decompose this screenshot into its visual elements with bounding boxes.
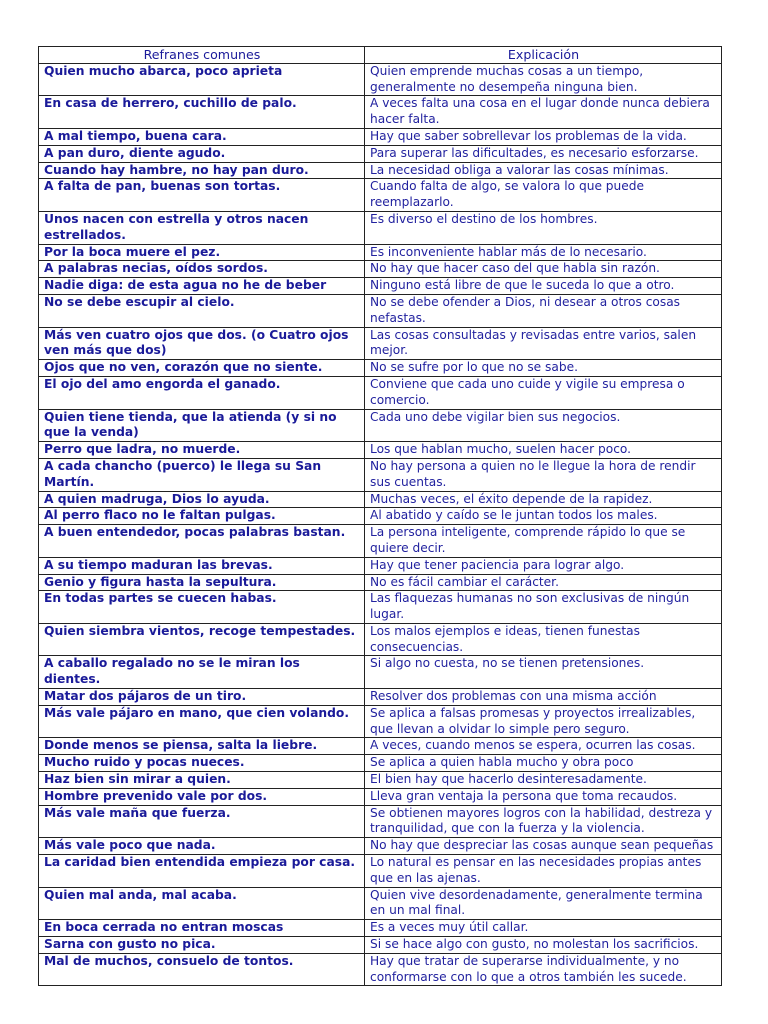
table-row (39, 327, 722, 360)
explanation-cell: Ninguno está libre de que le suceda lo que a otro. (365, 278, 722, 295)
explanation-cell: Lo natural es pensar en las necesidades propias antes que en las ajenas. (365, 855, 722, 888)
header-row (39, 47, 722, 64)
table-row (39, 591, 722, 624)
table-row (39, 623, 722, 656)
proverb-cell: Cuando hay hambre, no hay pan duro. (39, 162, 365, 179)
table-row (39, 557, 722, 574)
explanation-cell: No hay que despreciar las cosas aunque sean pequeñas (365, 838, 722, 855)
explanation-cell: A veces, cuando menos se espera, ocurren las cosas. (365, 738, 722, 755)
table-row (39, 409, 722, 442)
explanation-cell: Hay que saber sobrellevar los problemas de la vida. (365, 128, 722, 145)
table-body (39, 63, 722, 986)
proverb-cell: Quien tiene tienda, que la atienda (y si no que la venda) (39, 409, 365, 442)
table-row (39, 656, 722, 689)
explanation-cell: No hay persona a quien no le llegue la hora de rendir sus cuentas. (365, 458, 722, 491)
proverb-cell: A mal tiempo, buena cara. (39, 128, 365, 145)
proverb-cell: A cada chancho (puerco) le llega su San Martín. (39, 458, 365, 491)
table-row (39, 920, 722, 937)
explanation-cell: Para superar las dificultades, es necesario esforzarse. (365, 145, 722, 162)
explanation-cell: Hay que tratar de superarse individualmente, y no conformarse con lo que a otros también les sucede. (365, 953, 722, 986)
explanation-cell: El bien hay que hacerlo desinteresadamente. (365, 772, 722, 789)
proverbs-table (38, 46, 722, 986)
explanation-cell: Al abatido y caído se le juntan todos los males. (365, 508, 722, 525)
table-row (39, 96, 722, 129)
table-row (39, 805, 722, 838)
explanation-cell: Hay que tener paciencia para lograr algo. (365, 557, 722, 574)
proverb-cell: A falta de pan, buenas son tortas. (39, 179, 365, 212)
explanation-cell: Cada uno debe vigilar bien sus negocios. (365, 409, 722, 442)
explanation-cell: Si algo no cuesta, no se tienen pretensiones. (365, 656, 722, 689)
proverb-cell: Quien mal anda, mal acaba. (39, 887, 365, 920)
table-row (39, 442, 722, 459)
proverb-cell: A su tiempo maduran las brevas. (39, 557, 365, 574)
proverb-cell: Mal de muchos, consuelo de tontos. (39, 953, 365, 986)
table-row (39, 491, 722, 508)
table-row (39, 360, 722, 377)
explanation-cell: Es inconveniente hablar más de lo necesario. (365, 244, 722, 261)
proverb-cell: Más vale pájaro en mano, que cien volando. (39, 705, 365, 738)
proverb-cell: Por la boca muere el pez. (39, 244, 365, 261)
explanation-cell: Las flaquezas humanas no son exclusivas de ningún lugar. (365, 591, 722, 624)
explanation-cell: Muchas veces, el éxito depende de la rapidez. (365, 491, 722, 508)
table-row (39, 162, 722, 179)
header-explicacion: Explicación (365, 47, 722, 64)
proverb-cell: A palabras necias, oídos sordos. (39, 261, 365, 278)
explanation-cell: Si se hace algo con gusto, no molestan los sacrificios. (365, 937, 722, 954)
proverb-cell: Más vale poco que nada. (39, 838, 365, 855)
table-row (39, 838, 722, 855)
header-refranes: Refranes comunes (39, 47, 365, 64)
proverb-cell: Unos nacen con estrella y otros nacen estrellados. (39, 211, 365, 244)
table-row (39, 738, 722, 755)
proverb-cell: Mucho ruido y pocas nueces. (39, 755, 365, 772)
table-row (39, 689, 722, 706)
proverb-cell: A buen entendedor, pocas palabras bastan. (39, 525, 365, 558)
proverb-cell: Genio y figura hasta la sepultura. (39, 574, 365, 591)
proverb-cell: En boca cerrada no entran moscas (39, 920, 365, 937)
proverb-cell: Sarna con gusto no pica. (39, 937, 365, 954)
proverb-cell: No se debe escupir al cielo. (39, 294, 365, 327)
explanation-cell: Los que hablan mucho, suelen hacer poco. (365, 442, 722, 459)
table-row (39, 755, 722, 772)
explanation-cell: No se debe ofender a Dios, ni desear a otros cosas nefastas. (365, 294, 722, 327)
proverb-cell: Ojos que no ven, corazón que no siente. (39, 360, 365, 377)
table-row (39, 705, 722, 738)
explanation-cell: Cuando falta de algo, se valora lo que puede reemplazarlo. (365, 179, 722, 212)
table-row (39, 508, 722, 525)
table-row (39, 574, 722, 591)
explanation-cell: La necesidad obliga a valorar las cosas mínimas. (365, 162, 722, 179)
explanation-cell: No hay que hacer caso del que habla sin razón. (365, 261, 722, 278)
explanation-cell: Es a veces muy útil callar. (365, 920, 722, 937)
table-row (39, 63, 722, 96)
explanation-cell: No se sufre por lo que no se sabe. (365, 360, 722, 377)
table-row (39, 179, 722, 212)
proverb-cell: En casa de herrero, cuchillo de palo. (39, 96, 365, 129)
proverb-cell: Nadie diga: de esta agua no he de beber (39, 278, 365, 295)
table-row (39, 937, 722, 954)
proverb-cell: Más vale maña que fuerza. (39, 805, 365, 838)
proverb-cell: Donde menos se piensa, salta la liebre. (39, 738, 365, 755)
proverb-cell: Más ven cuatro ojos que dos. (o Cuatro ojos ven más que dos) (39, 327, 365, 360)
table-row (39, 278, 722, 295)
explanation-cell: Se aplica a quien habla mucho y obra poco (365, 755, 722, 772)
table-row (39, 244, 722, 261)
explanation-cell: Quien vive desordenadamente, generalmente termina en un mal final. (365, 887, 722, 920)
proverb-cell: A pan duro, diente agudo. (39, 145, 365, 162)
table-row (39, 855, 722, 888)
proverb-cell: Haz bien sin mirar a quien. (39, 772, 365, 789)
table-row (39, 294, 722, 327)
table-row (39, 261, 722, 278)
table-row (39, 772, 722, 789)
explanation-cell: No es fácil cambiar el carácter. (365, 574, 722, 591)
table-row (39, 145, 722, 162)
table-row (39, 953, 722, 986)
explanation-cell: Es diverso el destino de los hombres. (365, 211, 722, 244)
explanation-cell: Lleva gran ventaja la persona que toma recaudos. (365, 788, 722, 805)
table-row (39, 788, 722, 805)
proverb-cell: Matar dos pájaros de un tiro. (39, 689, 365, 706)
proverb-cell: Quien siembra vientos, recoge tempestades. (39, 623, 365, 656)
proverb-cell: Quien mucho abarca, poco aprieta (39, 63, 365, 96)
explanation-cell: Resolver dos problemas con una misma acción (365, 689, 722, 706)
explanation-cell: Las cosas consultadas y revisadas entre varios, salen mejor. (365, 327, 722, 360)
explanation-cell: Quien emprende muchas cosas a un tiempo, generalmente no desempeña ninguna bien. (365, 63, 722, 96)
table-row (39, 525, 722, 558)
proverb-cell: La caridad bien entendida empieza por casa. (39, 855, 365, 888)
proverb-cell: Al perro flaco no le faltan pulgas. (39, 508, 365, 525)
explanation-cell: Se aplica a falsas promesas y proyectos irrealizables, que llevan a olvidar lo simple pero seguro. (365, 705, 722, 738)
proverb-cell: Perro que ladra, no muerde. (39, 442, 365, 459)
explanation-cell: A veces falta una cosa en el lugar donde nunca debiera hacer falta. (365, 96, 722, 129)
proverb-cell: A caballo regalado no se le miran los dientes. (39, 656, 365, 689)
explanation-cell: Se obtienen mayores logros con la habilidad, destreza y tranquilidad, que con la fuerza y la violencia. (365, 805, 722, 838)
table-row (39, 376, 722, 409)
explanation-cell: La persona inteligente, comprende rápido lo que se quiere decir. (365, 525, 722, 558)
table-row (39, 211, 722, 244)
proverb-cell: En todas partes se cuecen habas. (39, 591, 365, 624)
table-row (39, 887, 722, 920)
table-row (39, 458, 722, 491)
explanation-cell: Los malos ejemplos e ideas, tienen funestas consecuencias. (365, 623, 722, 656)
proverb-cell: El ojo del amo engorda el ganado. (39, 376, 365, 409)
table-row (39, 128, 722, 145)
proverb-cell: Hombre prevenido vale por dos. (39, 788, 365, 805)
proverb-cell: A quien madruga, Dios lo ayuda. (39, 491, 365, 508)
explanation-cell: Conviene que cada uno cuide y vigile su empresa o comercio. (365, 376, 722, 409)
